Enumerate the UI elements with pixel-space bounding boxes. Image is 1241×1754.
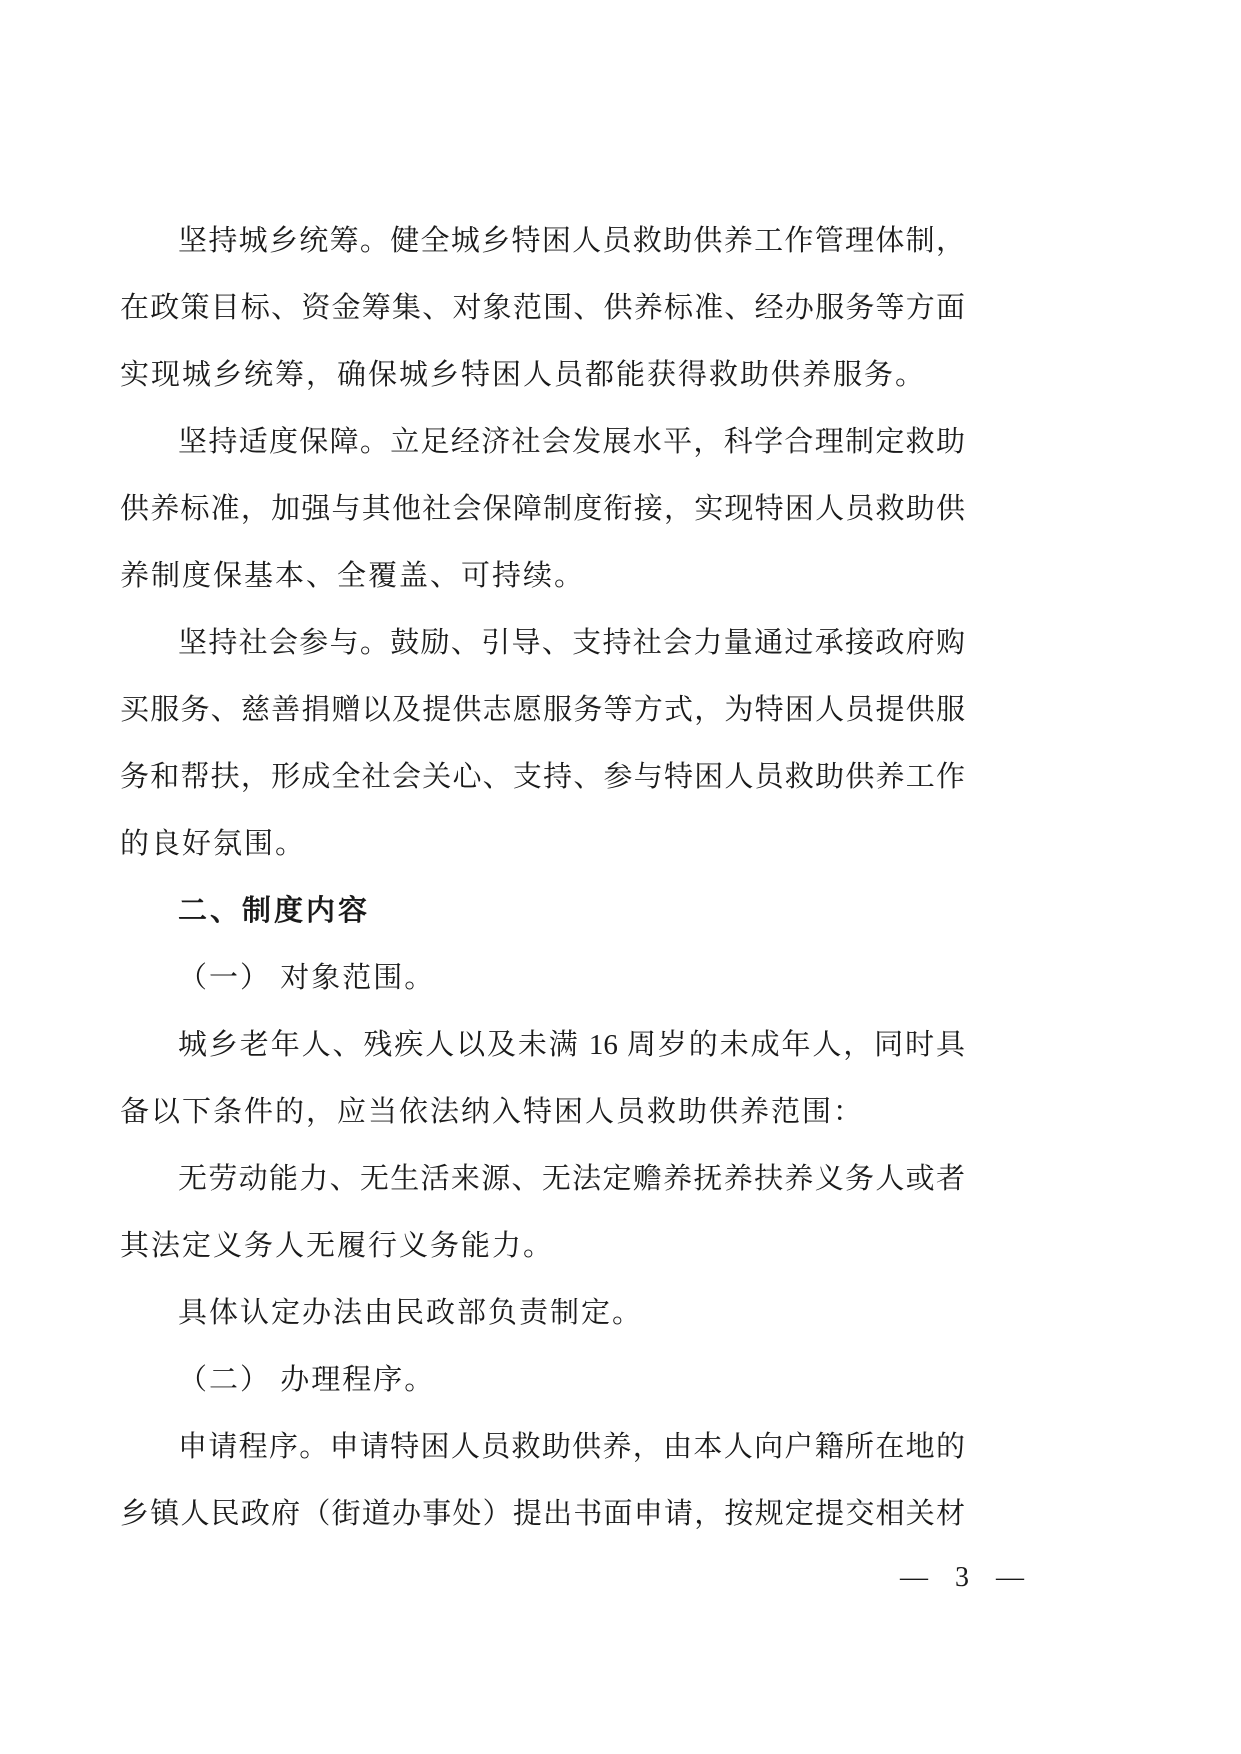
text-line: 买服务、慈善捐赠以及提供志愿服务等方式，为特困人员提供服 — [120, 694, 965, 726]
page-number: — 3 — — [900, 1562, 1029, 1593]
text-line: 的良好氛围。 — [120, 828, 307, 860]
text-line: 其法定义务人无履行义务能力。 — [120, 1230, 555, 1262]
subsection-label: （二） 办理程序。 — [178, 1364, 436, 1396]
text-line: 坚持城乡统筹。健全城乡特困人员救助供养工作管理体制， — [178, 225, 965, 257]
text-line: 具体认定办法由民政部负责制定。 — [178, 1297, 644, 1329]
text-line: 城乡老年人、残疾人以及未满 16 周岁的未成年人，同时具 — [178, 1029, 965, 1061]
text-line: 坚持适度保障。立足经济社会发展水平，科学合理制定救助 — [178, 426, 965, 458]
text-line: 实现城乡统筹，确保城乡特困人员都能获得救助供养服务。 — [120, 359, 927, 391]
text-line: 坚持社会参与。鼓励、引导、支持社会力量通过承接政府购 — [178, 627, 965, 659]
document-text-block — [120, 208, 965, 1548]
text-line: 在政策目标、资金筹集、对象范围、供养标准、经办服务等方面 — [120, 292, 965, 324]
text-line: 备以下条件的，应当依法纳入特困人员救助供养范围： — [120, 1096, 865, 1128]
text-line: 务和帮扶，形成全社会关心、支持、参与特困人员救助供养工作 — [120, 761, 965, 793]
section-heading: 二、制度内容 — [178, 895, 371, 927]
text-line: 养制度保基本、全覆盖、可持续。 — [120, 560, 586, 592]
text-line: 申请程序。申请特困人员救助供养，由本人向户籍所在地的 — [178, 1431, 965, 1463]
text-line: 乡镇人民政府（街道办事处）提出书面申请，按规定提交相关材 — [120, 1498, 965, 1530]
text-line: 供养标准，加强与其他社会保障制度衔接，实现特困人员救助供 — [120, 493, 965, 525]
subsection-label: （一） 对象范围。 — [178, 962, 436, 994]
text-line: 无劳动能力、无生活来源、无法定赡养抚养扶养义务人或者 — [178, 1163, 965, 1195]
